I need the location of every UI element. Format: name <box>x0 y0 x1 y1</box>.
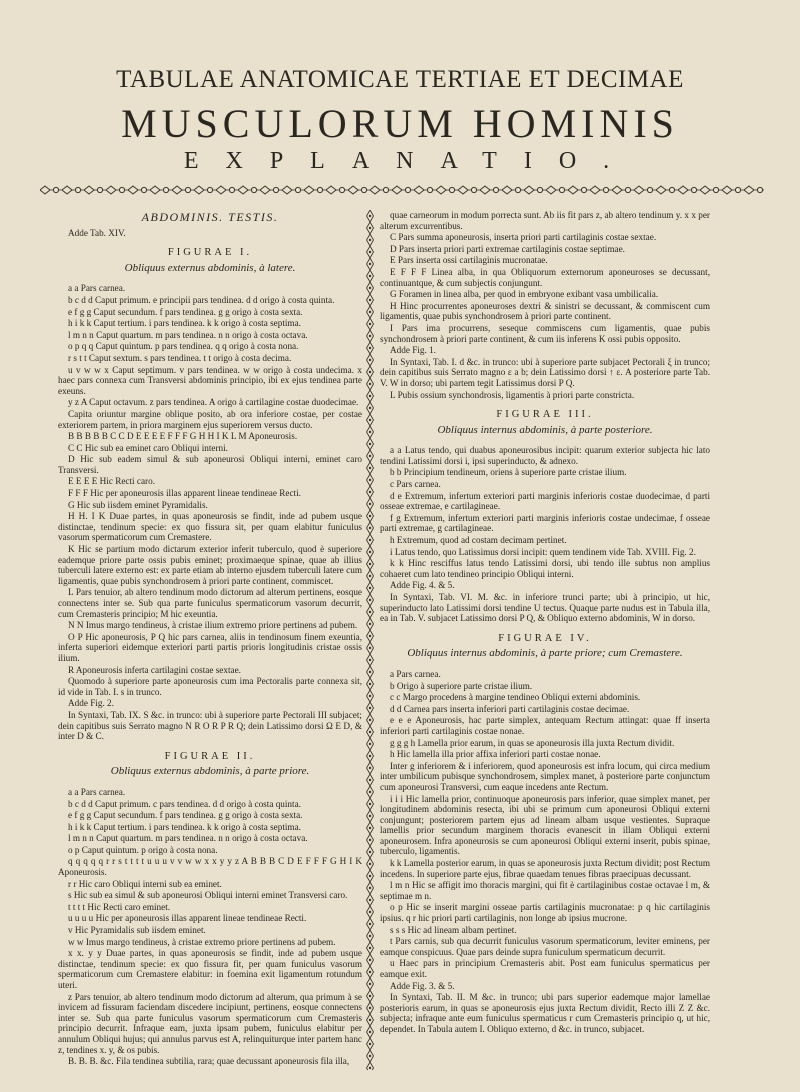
figure-4-entry: d d Carnea pars inserta inferiori parti cartilaginis costae decimae. <box>390 703 630 714</box>
figure-4-subtitle: Obliquus internus abdominis, à parte priore; cum Cremastere. <box>407 647 683 660</box>
figure-2-entry: s Hic sub ea simul & sub aponeurosi Obliqui interni eminet Transversi caro. <box>68 890 348 901</box>
figure-1-entry: G Hic sub iisdem eminet Pyramidalis. <box>68 499 208 510</box>
continuation-entry: In Syntaxi, Tab. I. d &c. in trunco: ubi à superiore parte subjacet Pectorali ξ in trunco; dein capitibus suis Serrato magno ε a b; dein Latissimo dorsi ↑ ε. A posteriore parte Tab. V. W in dorso; ubi partem tegit Latissimus dorsi P Q. <box>380 356 710 388</box>
figure-3-entry: c Pars carnea. <box>390 479 441 490</box>
figure-1-entry: D Hic sub eadem simul & sub aponeurosi Obliqui interni, eminet caro Transversi. <box>58 454 362 475</box>
figure-3-entry: In Syntaxi, Tab. VI. M. &c. in inferiore trunci parte; ubi à principio, ut hic, superinducto lato Latissimi dorsi tendine U tectus. Quaque parte nudus est in Tabula illa, ea in Tab. V. subjacet Latissimo dorsi P Q, & Obliquo externo abdominis, W in dorso. <box>380 592 710 624</box>
figure-4-entry: i i i Hic lamella prior, continuoque aponeurosis pars inferior, quae simplex manet, per longitudinem abdominis resecta, ibi ubi se primum cum aponeurosi Obliqui externi conjungunt; posteriorem partem ejus ad lineam albam usque vestientes. Supraque lamellis prior secundum marginem thoracis evanescit in illam Obliqui externi aponeurosem. Infra aponeurosis se cum aponeurosi Obliqui externi inserit, pubis spinae, tuberculo, ligamentis. <box>380 793 710 857</box>
figure-1-entry: Capita oriuntur margine oblique posito, ab ora inferiore costae, per costae exteriorem partem, in priora marginem ejus superiorem versus ducto. <box>58 408 362 430</box>
figure-2-entry: w w Imus margo tendineus, à cristae extremo priore pertinens ad pubem. <box>68 936 336 947</box>
continuation-entry: G Foramen in linea alba, per quod in embryone exibant vasa umbilicalia. <box>390 289 659 300</box>
figure-4-entry: g g g h Lamella prior earum, in quas se aponeurosis illa juxta Rectum dividit. <box>390 737 675 748</box>
figure-2-entry: h i k k Caput tertium. i pars tendinea. k k origo à costa septima. <box>68 821 301 832</box>
page-title-line-2: MUSCULORUM HOMINIS <box>121 101 679 146</box>
figure-3-entry: h Extremum, quod ad costam decimam pertinet. <box>390 535 567 546</box>
figure-1-entry: u v w w x Caput septimum. v pars tendinea. w w origo à costa undecima. x haec pars connexa cum Transversi abdominis principio, ibi ex ejus tendinea parte exeuns. <box>58 364 362 396</box>
figure-4-entry: e e e Aponeurosis, hac parte simplex, antequam Rectum attingat: quae ff inserta inferiori parti cartilaginis costae nonae. <box>380 715 710 736</box>
figure-1-entry: Adde Fig. 2. <box>68 698 114 709</box>
figure-4-entry: Adde Fig. 3. & 5. <box>390 980 455 991</box>
page-title-line-1: TABULAE ANATOMICAE TERTIAE ET DECIMAE <box>116 66 684 93</box>
figure-2-entry: l m n n Caput quartum. m pars tendinea. n n origo à costa octava. <box>68 833 308 844</box>
continuation-entry: quae carneorum in modum porrecta sunt. Ab iis fit pars z, ab altero tendinum y. x x per alterum excurrentibus. <box>380 210 710 231</box>
figure-1-entry: H H. I K Duae partes, in quas aponeurosis se findit, inde ad pubem usque distinctae, tendinum specie: ex quo fissura sit, per quam elabitur funiculus vasorum spermaticorum cum Cremastere. <box>58 511 362 543</box>
figure-1-entry: E E E E Hic Recti caro. <box>68 476 155 487</box>
figure-1-entry: L Pars tenuior, ab altero tendinum modo dictorum ad alterum pertinens, eosque connectens inter se. Sub qua parte funiculus spermaticorum vasorum decurrit, cum Cremasteris principio; M hic exeuntia. <box>58 587 362 619</box>
figure-1-entry: b c d d Caput primum. e principii pars tendinea. d d origo à costa quinta. <box>68 294 335 305</box>
figure-2-entry: r r Hic caro Obliqui interni sub ea eminet. <box>68 878 222 889</box>
figure-2-entry: t t t t Hic Recti caro eminet. <box>68 901 171 912</box>
continuation-entry: E F F F Linea alba, in qua Obliquorum externorum aponeuroses se decussant, continuantque, & cum subjectis conjungunt. <box>380 266 710 288</box>
figure-1-entry: C C Hic sub ea eminet caro Obliqui interni. <box>68 442 228 453</box>
figure-2-entry: b c d d Caput primum. c pars tendinea. d d origo à costa quinta. <box>68 798 301 809</box>
figure-1-entry: l m n n Caput quartum. m pars tendinea. n n origo à costa octava. <box>68 329 308 340</box>
figure-4-entry: t Pars carnis, sub qua decurrit funiculus vasorum spermaticorum, leviter eminens, per eamque conspicuus. Quae pars deinde supra funiculum spermaticum decurrit. <box>380 936 710 957</box>
figure-4-entry: k k Lamella posterior earum, in quas se aponeurosis juxta Rectum dividit; post Rectum incedens. In superiore parte ejus, fibrae quaedam tenues fibras praecipuas decussant. <box>380 858 710 879</box>
figure-2-entry: e f g g Caput secundum. f pars tendinea. g g origo à costa sexta. <box>68 810 303 821</box>
figure-1-entry: B B B B B C C D E E E E F F F G H H I K L M Aponeurosis. <box>68 431 298 442</box>
figure-2-entry: B. B. B. &c. Fila tendinea subtilia, rara; quae decussant aponeurosis fila illa, <box>68 1056 350 1067</box>
figure-4-entry: b Origo à superiore parte cristae ilium. <box>390 680 533 691</box>
continuation-entry: I Pars ima procurrens, seseque commiscens cum ligamentis, quae pubis synchondrosem à priori parte continent, & cum iis inferens K ossi pubis opposito. <box>380 322 710 344</box>
figure-4-entry: l m n Hic se affigit imo thoracis margini, qui fit è cartilaginibus costae octavae l m, & septimae m n. <box>380 880 710 901</box>
figure-1-entry: a a Pars carnea. <box>68 283 126 294</box>
horizontal-ornament-band <box>40 185 764 195</box>
continuation-entry: E Pars inserta ossi cartilaginis mucronatae. <box>390 255 548 266</box>
vertical-ornament-band <box>366 210 374 1070</box>
figure-1-entry: N N Imus margo tendineus, à cristae ilium extremo priore pertinens ad pubem. <box>68 620 358 631</box>
figure-4-entry: s s s Hic ad lineam albam pertinet. <box>390 924 517 935</box>
figure-4-entry: Inter g inferiorem & i inferiorem, quod aponeurosis est infra locum, qui circa medium inter umbilicum pubisque synchondrosem, simplex manet, à posteriore parte conjunctum cum aponeurosi Transversi, cum eaque incedens ante Rectum. <box>380 760 710 792</box>
figure-3-entry: d e Extremum, infertum exteriori parti marginis inferioris costae duodecimae, d parti osseae extremae, e cartilagineae. <box>380 490 710 512</box>
figure-1-entry: Quomodo à superiore parte aponeurosis cum ima Pectoralis parte connexa sit, id vide in Tab. I. s in trunco. <box>58 676 362 697</box>
figure-1-entry: e f g g Caput secundum. f pars tendinea. g g origo à costa sexta. <box>68 306 303 317</box>
figure-3-entry: i Latus tendo, quo Latissimus dorsi incipit: quem tendinem vide Tab. XVIII. Fig. 2. <box>390 546 696 557</box>
figure-2-entry: q q q q q r r s t t t t u u u v v w w x x y y z A B B B C D E F F F G H I K Aponeurosis. <box>58 856 362 878</box>
figure-3-heading: FIGURAE III. <box>496 409 594 421</box>
figure-1-entry: o p q q Caput quintum. p pars tendinea. q q origo à costa nona. <box>68 341 299 352</box>
figure-3-subtitle: Obliquus internus abdominis, à parte posteriore. <box>437 423 653 436</box>
figure-2-entry: o p Caput quintum. p origo à costa nona. <box>68 844 218 855</box>
figure-1-entry: O P Hic aponeurosis, P Q hic pars carnea, aliis in tendinosum finem exeuntia, inferta superiori eidemque exteriori parti partis prioris longitudinis cristae ossis ilium. <box>58 631 362 663</box>
figure-1-entry: In Syntaxi, Tab. IX. S &c. in trunco: ubi à superiore parte Pectorali III subjacet; dein capitibus suis Serrato magno N R O R P R Q; dein Latissimo dorsi Ω E D, & inter D & C. <box>58 709 362 742</box>
figure-1-entry: h i k k Caput tertium. i pars tendinea. k k origo à costa septima. <box>68 318 301 329</box>
figure-2-entry: x x. y y Duae partes, in quas aponeurosis se findit, inde ad pubem usque distinctae, tendinum specie: ex quo fissura fit, per quam funiculus vasorum spermaticorum cum Cremastere elabitur: in foemina exit ligamentum rotundum uteri. <box>58 948 362 990</box>
figure-2-entry: u u u u Hic per aponeurosis illas apparent lineae tendineae Recti. <box>68 913 307 924</box>
figure-3-entry: f g Extremum, infertum exteriori parti marginis inferioris costae undecimae, f osseae parti extremae, g cartilagineae. <box>380 512 710 534</box>
figure-3-entry: b b Principium tendineum, oriens à superiore parte cristae ilium. <box>390 467 627 478</box>
figure-2-subtitle: Obliquus externus abdominis, à parte priore. <box>110 765 310 778</box>
figure-4-entry: In Syntaxi, Tab. II. M &c. in trunco; ubi pars superior eademque major lamellae posterioris earum, in quas se aponeurosis ejus juxta Rectum dividit, Recto illi Z Z &c. subjecta; infraque ante eum funiculus spermaticus r cum Cremasteris principio q, ut hic, dependet. In Tabula autem I. Obliquo externo, d &c. in trunco, subjacet. <box>380 992 710 1034</box>
left-column <box>58 210 362 1068</box>
figure-2-entry: a a Pars carnea. <box>68 786 126 797</box>
figure-3-entry: k k Hinc resciffus latus tendo Latissimi dorsi, ubi tendo ille subtus non amplius cohaeret cum lato tendineo principio Obliqui interni. <box>380 558 710 579</box>
figure-1-entry: r s t t Caput sextum. s pars tendinea. t t origo à costa decima. <box>68 352 292 363</box>
figure-1-entry: y z A Caput octavum. z pars tendinea. A origo à cartilagine costae duodecimae. <box>68 397 359 408</box>
page-title-line-3: EXPLANATIO. <box>183 148 637 174</box>
continuation-entry: D Pars inserta priori parti extremae cartilaginis costae septimae. <box>390 243 625 254</box>
figure-4-heading: FIGURAE IV. <box>498 632 592 644</box>
figure-4-entry: u Haec pars in principium Cremasteris abit. Post eam funiculus spermaticus per eamque exit. <box>380 958 710 979</box>
figure-4-entry: a Pars carnea. <box>390 668 441 679</box>
figure-2-heading: FIGURAE II. <box>164 750 256 762</box>
section-heading: ABDOMINIS. TESTIS. <box>141 210 279 224</box>
figure-1-heading: FIGURAE I. <box>167 247 253 259</box>
figure-1-entry: R Aponeurosis inferta cartilagini costae sextae. <box>68 664 241 675</box>
continuation-entry: H Hinc procurrentes aponeuroses dextri & sinistri se decussant, & commiscent cum ligamentis, quae pubis synchondrosem à priori parte continent. <box>380 300 710 322</box>
figure-1-entry: K Hic se partium modo dictarum exterior inferit tuberculo, quod è superiore eademque priore parte ossis pubis eminet; proximaeque spinae, quae ab illius tuberculi latere externo est: ex parte etiam ab interno ejusdem tuberculi latere cum ligamentis, quae pubis synchondrosem à priori parte continent, commiscet. <box>58 544 362 586</box>
figure-4-entry: c c Margo procedens à margine tendineo Obliqui externi abdominis. <box>390 692 641 703</box>
figure-1-subtitle: Obliquus externus abdominis, à latere. <box>124 261 296 274</box>
cross-reference: Adde Tab. XIV. <box>68 227 126 238</box>
continuation-entry: Adde Fig. 1. <box>390 345 436 356</box>
figure-3-entry: Adde Fig. 4. & 5. <box>390 580 455 591</box>
figure-4-entry: h Hic lamella illa prior affixa inferiori parti costae nonae. <box>390 749 601 760</box>
figure-2-entry: v Hic Pyramidalis sub iisdem eminet. <box>68 925 206 936</box>
continuation-entry: C Pars summa aponeurosis, inserta priori parti cartilaginis costae sextae. <box>390 232 657 243</box>
right-column <box>380 210 710 1036</box>
figure-3-entry: a a Latus tendo, qui duabus aponeurosibus incipit: quarum exterior subjecta hic lato tendini Latissimi dorsi i, ipsi superinducto, & adnexo. <box>380 445 710 466</box>
figure-2-entry: z Pars tenuior, ab altero tendinum modo dictorum ad alterum, qua primum à se invicem ad fissuram faciendam discedere incipiunt, pertinens, eosque connectens inter se. Sub qua parte funiculus vasorum spermaticorum cum Cremasteris principio decurrit. Infraque eam, juxta ipsam pubem, funiculus elabitur per annulum Obliqui hujus; qui annulus parvus est A, relinquiturque inter partem hanc z, tendines x. y, & os pubis. <box>58 991 362 1055</box>
continuation-entry: L Pubis ossium synchondrosis, ligamentis à priori parte constricta. <box>390 389 635 400</box>
figure-1-entry: F F F Hic per aponeurosis illas apparent lineae tendineae Recti. <box>68 488 301 499</box>
figure-4-entry: o p Hic se inserit margini osseae partis cartilaginis mucronatae: p q hic cartilaginis ipsius. q r hic priori parti cartilaginis, non longe ab ipsius mucrone. <box>380 902 710 924</box>
